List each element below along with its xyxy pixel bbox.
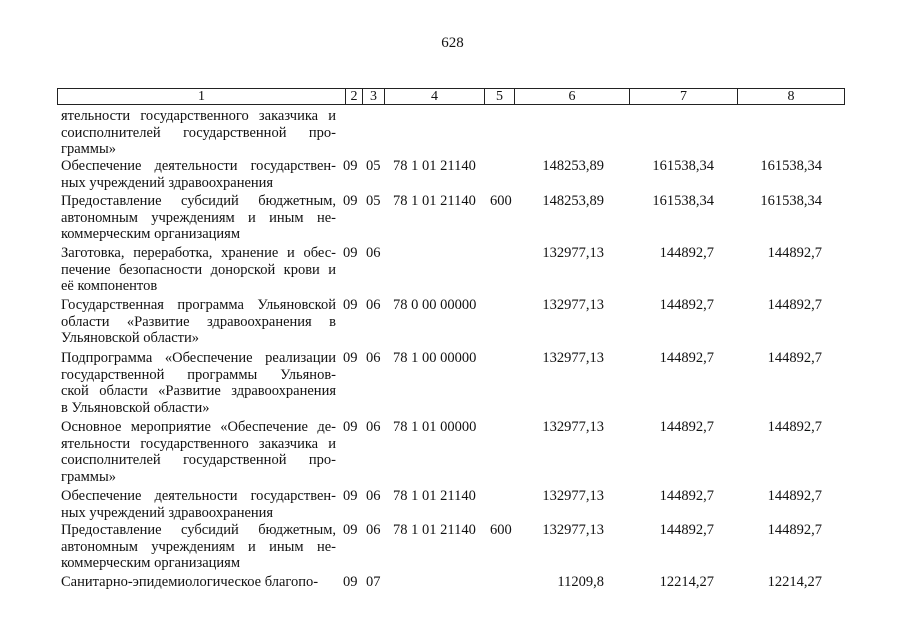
row-description bbox=[61, 522, 336, 572]
header-col-5: 5 bbox=[485, 89, 515, 104]
description-line: государственной программы Ульянов- bbox=[61, 366, 336, 383]
description-line: Основное мероприятие «Обеспечение де- bbox=[61, 419, 336, 435]
description-line: ятельности государственного заказчика и bbox=[61, 435, 336, 452]
description-line: Предоставление субсидий бюджетным, bbox=[61, 193, 336, 209]
expense-type-code: 600 bbox=[490, 193, 512, 209]
subsection-code: 05 bbox=[366, 193, 381, 209]
subsection-code: 06 bbox=[366, 245, 381, 261]
row-description bbox=[61, 419, 336, 486]
description-line: Государственная программа Ульяновской bbox=[61, 297, 336, 313]
target-article-code: 78 1 01 21140 bbox=[393, 193, 476, 209]
amount-col-7: 144892,7 bbox=[659, 350, 714, 366]
header-col-2: 2 bbox=[346, 89, 363, 104]
description-line: ятельности государственного заказчика и bbox=[61, 108, 336, 124]
amount-col-6: 132977,13 bbox=[542, 245, 604, 261]
description-line: коммерческим организациям bbox=[61, 226, 241, 243]
amount-col-7: 144892,7 bbox=[659, 419, 714, 435]
header-col-6: 6 bbox=[515, 89, 630, 104]
target-article-code: 78 1 01 00000 bbox=[393, 419, 477, 435]
description-line: автономным учреждениям и иным не- bbox=[61, 209, 336, 226]
description-line: Обеспечение деятельности государствен- bbox=[61, 158, 336, 174]
amount-col-7: 144892,7 bbox=[659, 297, 714, 313]
row-description bbox=[61, 245, 336, 295]
amount-col-6: 132977,13 bbox=[542, 297, 604, 313]
expense-type-code: 600 bbox=[490, 522, 512, 538]
description-line: граммы» bbox=[61, 141, 116, 158]
row-description bbox=[61, 108, 336, 158]
description-line: соисполнителей государственной про- bbox=[61, 452, 336, 469]
amount-col-6: 11209,8 bbox=[557, 574, 604, 590]
subsection-code: 06 bbox=[366, 350, 381, 366]
amount-col-8: 12214,27 bbox=[767, 574, 822, 590]
target-article-code: 78 1 01 21140 bbox=[393, 522, 476, 538]
amount-col-8: 161538,34 bbox=[760, 193, 822, 209]
amount-col-6: 132977,13 bbox=[542, 350, 604, 366]
description-line: области «Развитие здравоохранения в bbox=[61, 313, 336, 330]
amount-col-7: 12214,27 bbox=[659, 574, 714, 590]
section-code: 09 bbox=[343, 488, 358, 504]
section-code: 09 bbox=[343, 245, 358, 261]
section-code: 09 bbox=[343, 574, 358, 590]
row-description bbox=[61, 350, 336, 417]
subsection-code: 07 bbox=[366, 574, 381, 590]
description-line: автономным учреждениям и иным не- bbox=[61, 538, 336, 555]
subsection-code: 06 bbox=[366, 297, 381, 313]
row-description bbox=[61, 158, 336, 191]
description-line: печение безопасности донорской крови и bbox=[61, 261, 336, 278]
amount-col-8: 161538,34 bbox=[760, 158, 822, 174]
header-col-1: 1 bbox=[58, 89, 346, 104]
page-number: 628 bbox=[441, 35, 464, 51]
amount-col-6: 148253,89 bbox=[542, 158, 604, 174]
amount-col-8: 144892,7 bbox=[767, 488, 822, 504]
description-line: ской области «Развитие здравоохранения bbox=[61, 383, 336, 400]
amount-col-7: 144892,7 bbox=[659, 522, 714, 538]
target-article-code: 78 1 01 21140 bbox=[393, 158, 476, 174]
amount-col-7: 161538,34 bbox=[652, 158, 714, 174]
description-line: её компонентов bbox=[61, 278, 158, 295]
section-code: 09 bbox=[343, 297, 358, 313]
section-code: 09 bbox=[343, 158, 358, 174]
description-line: соисполнителей государственной про- bbox=[61, 124, 336, 141]
header-col-4: 4 bbox=[385, 89, 485, 104]
description-line: Обеспечение деятельности государствен- bbox=[61, 488, 336, 504]
amount-col-8: 144892,7 bbox=[767, 419, 822, 435]
section-code: 09 bbox=[343, 350, 358, 366]
amount-col-8: 144892,7 bbox=[767, 297, 822, 313]
subsection-code: 06 bbox=[366, 419, 381, 435]
amount-col-6: 148253,89 bbox=[542, 193, 604, 209]
description-line: граммы» bbox=[61, 469, 116, 486]
amount-col-8: 144892,7 bbox=[767, 522, 822, 538]
row-description bbox=[61, 297, 336, 347]
subsection-code: 06 bbox=[366, 522, 381, 538]
description-line: Санитарно-эпидемиологическое благопо- bbox=[61, 574, 319, 590]
target-article-code: 78 0 00 00000 bbox=[393, 297, 477, 313]
description-line: ных учреждений здравоохранения bbox=[61, 504, 274, 521]
row-description bbox=[61, 574, 336, 591]
amount-col-7: 144892,7 bbox=[659, 488, 714, 504]
subsection-code: 05 bbox=[366, 158, 381, 174]
section-code: 09 bbox=[343, 522, 358, 538]
description-line: в Ульяновской области» bbox=[61, 400, 210, 417]
table-header-row bbox=[57, 88, 845, 105]
section-code: 09 bbox=[343, 419, 358, 435]
header-col-8: 8 bbox=[787, 89, 795, 104]
description-line: Подпрограмма «Обеспечение реализации bbox=[61, 350, 336, 366]
amount-col-6: 132977,13 bbox=[542, 488, 604, 504]
amount-col-6: 132977,13 bbox=[542, 419, 604, 435]
amount-col-7: 144892,7 bbox=[659, 245, 714, 261]
target-article-code: 78 1 00 00000 bbox=[393, 350, 477, 366]
description-line: ных учреждений здравоохранения bbox=[61, 174, 274, 191]
amount-col-8: 144892,7 bbox=[767, 245, 822, 261]
header-col-7: 7 bbox=[630, 89, 738, 104]
header-col-3: 3 bbox=[363, 89, 385, 104]
description-line: коммерческим организациям bbox=[61, 555, 241, 572]
amount-col-8: 144892,7 bbox=[767, 350, 822, 366]
row-description bbox=[61, 488, 336, 521]
subsection-code: 06 bbox=[366, 488, 381, 504]
description-line: Заготовка, переработка, хранение и обес- bbox=[61, 245, 336, 261]
description-line: Предоставление субсидий бюджетным, bbox=[61, 522, 336, 538]
amount-col-7: 161538,34 bbox=[652, 193, 714, 209]
section-code: 09 bbox=[343, 193, 358, 209]
amount-col-6: 132977,13 bbox=[542, 522, 604, 538]
row-description bbox=[61, 193, 336, 243]
description-line: Ульяновской области» bbox=[61, 330, 200, 347]
target-article-code: 78 1 01 21140 bbox=[393, 488, 476, 504]
